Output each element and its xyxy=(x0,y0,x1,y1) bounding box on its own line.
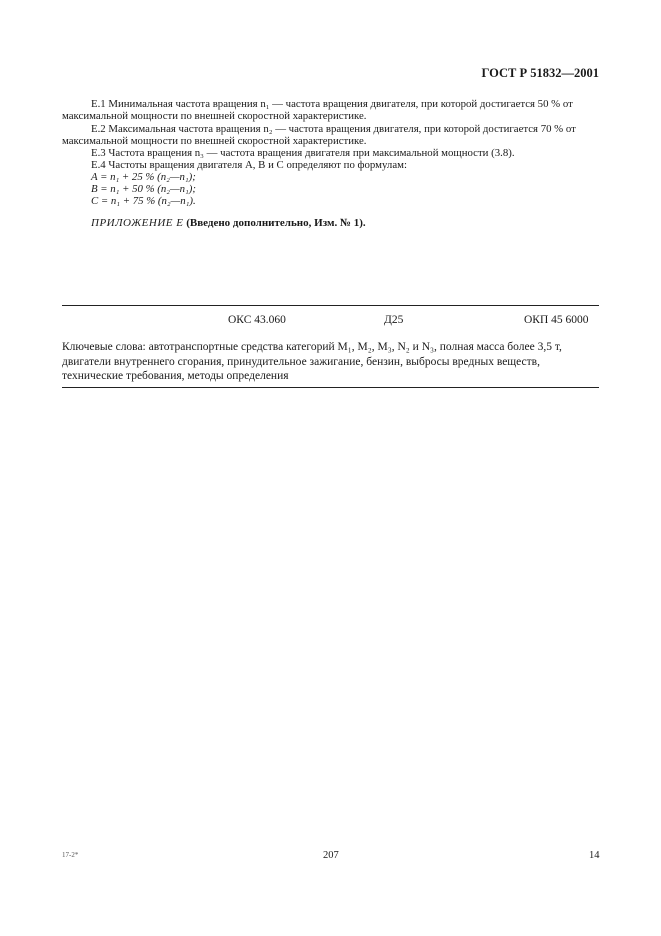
standard-number: ГОСТ Р 51832—2001 xyxy=(481,66,599,80)
okp-code: ОКП 45 6000 xyxy=(524,314,589,326)
formula-a: A = n₁ + 25 % (n₂—n₁); xyxy=(91,171,196,183)
formula-b: B = n₁ + 50 % (n₂—n₁); xyxy=(91,183,196,195)
appendix-note: (Введено дополнительно, Изм. № 1). xyxy=(186,217,366,229)
keywords: Ключевые слова: автотранспортные средства категорий M₁, M₂, M₃, N₂ и N₃, полная масса более 3,5 т, двигатели внутреннего сгорания, принудительное зажигание, бензин, выбросы вредных веществ, технические требования, методы определения xyxy=(62,341,562,382)
page-number-right: 14 xyxy=(589,850,600,861)
formula-c: C = n₁ + 75 % (n₂—n₁). xyxy=(91,195,196,207)
appendix-title: ПРИЛОЖЕНИЕ Е xyxy=(91,217,184,229)
bottom-rule xyxy=(62,387,599,388)
paragraph-e2-line1: Е.2 Максимальная частота вращения n₂ — частота вращения двигателя, при которой достигается 70 % от xyxy=(91,123,576,135)
d-code: Д25 xyxy=(384,314,404,326)
top-rule xyxy=(62,305,599,306)
appendix-reference xyxy=(91,217,366,229)
paragraph-e2-line2: максимальной мощности по внешней скоростной характеристике. xyxy=(62,135,367,147)
page-number-center: 207 xyxy=(323,850,339,861)
paragraph-e1-line1: Е.1 Минимальная частота вращения n₁ — частота вращения двигателя, при которой достигается 50 % от xyxy=(91,98,573,110)
paragraph-e4: Е.4 Частоты вращения двигателя A, B и C определяют по формулам: xyxy=(91,159,407,171)
print-signature: 17-2* xyxy=(62,851,79,859)
oks-code: ОКС 43.060 xyxy=(228,314,286,326)
paragraph-e3: Е.3 Частота вращения n₃ — частота вращения двигателя при максимальной мощности (3.8). xyxy=(91,147,515,159)
paragraph-e1-line2: максимальной мощности по внешней скоростной характеристике. xyxy=(62,110,367,122)
